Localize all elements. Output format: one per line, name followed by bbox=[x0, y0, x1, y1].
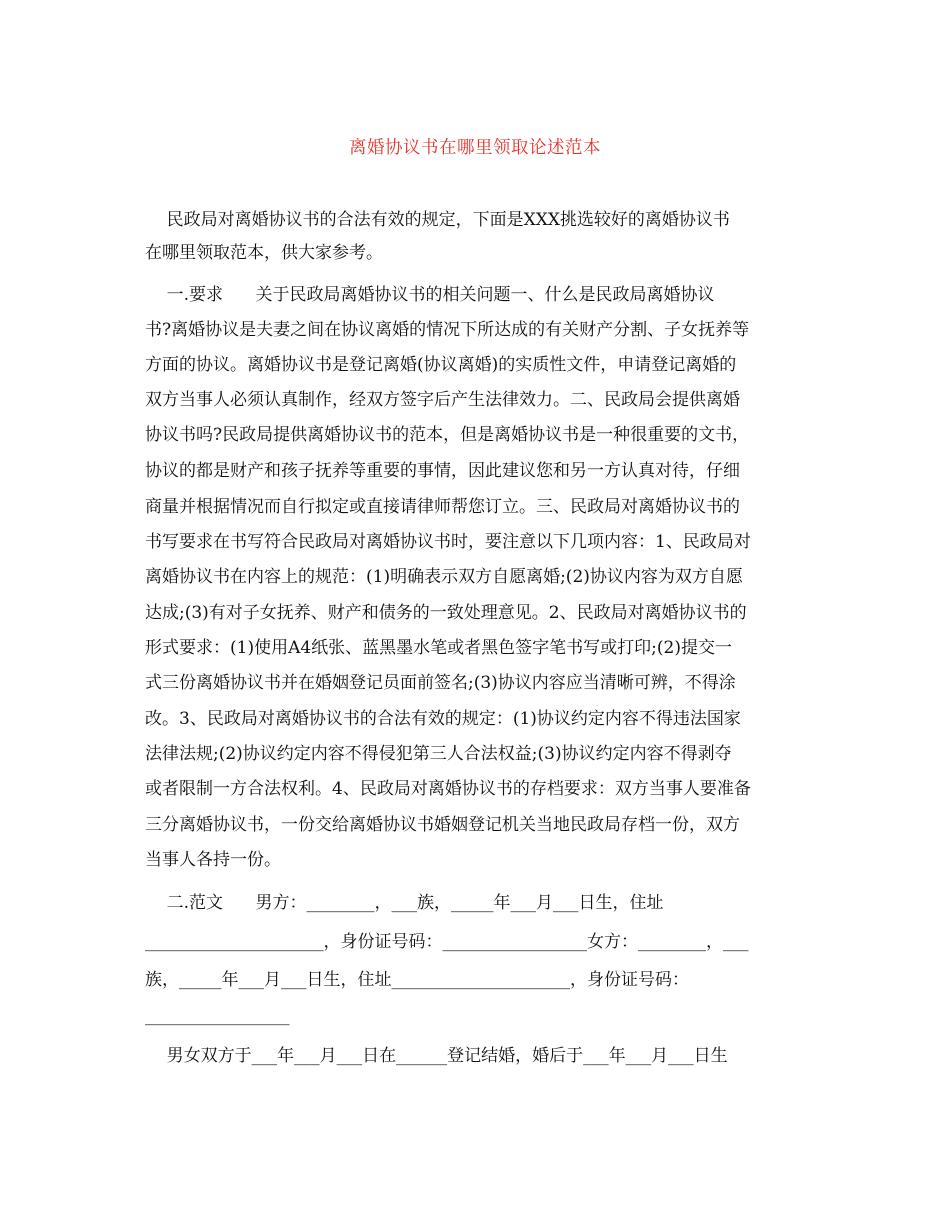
body-line: 民政局对离婚协议书的合法有效的规定，下面是XXX挑选较好的离婚协议书 bbox=[145, 210, 730, 230]
body-line: 双方当事人必须认真制作，经双方签字后产生法律效力。二、民政局会提供离婚 bbox=[145, 390, 740, 410]
body-line: 三分离婚协议书，一份交给离婚协议书婚姻登记机关当地民政局存档一份，双方 bbox=[145, 815, 740, 835]
document-title: 离婚协议书在哪里领取论述范本 bbox=[349, 138, 601, 158]
body-line: 改。3、民政局对离婚协议书的合法有效的规定：(1)协议约定内容不得违法国家 bbox=[145, 709, 741, 729]
body-line: 书写要求在书写符合民政局对离婚协议书时，要注意以下几项内容：1、民政局对 bbox=[145, 532, 751, 552]
body-line: 男女双方于___年___月___日在______登记结婚，婚后于___年___月___日生 bbox=[145, 1046, 728, 1066]
body-line: 形式要求：(1)使用A4纸张、蓝黑墨水笔或者黑色签字笔书写或打印;(2)提交一 bbox=[145, 638, 732, 658]
body-line: 或者限制一方合法权利。4、民政局对离婚协议书的存档要求：双方当事人要准备 bbox=[145, 779, 751, 799]
body-line: 法律法规;(2)协议约定内容不得侵犯第三人合法权益;(3)协议约定内容不得剥夺 bbox=[145, 744, 732, 764]
body-line: 方面的协议。离婚协议书是登记离婚(协议离婚)的实质性文件，申请登记离婚的 bbox=[145, 355, 737, 375]
body-line: 一.要求 关于民政局离婚协议书的相关问题一、什么是民政局离婚协议 bbox=[145, 285, 715, 305]
body-line: 离婚协议书在内容上的规范：(1)明确表示双方自愿离婚;(2)协议内容为双方自愿 bbox=[145, 567, 743, 587]
body-line: 式三份离婚协议书并在婚姻登记员面前签名;(3)协议内容应当清晰可辨，不得涂 bbox=[145, 673, 736, 693]
body-line: 协议的都是财产和孩子抚养等重要的事情，因此建议您和另一方认真对待，仔细 bbox=[145, 461, 740, 481]
body-line: 达成;(3)有对子女抚养、财产和债务的一致处理意见。2、民政局对离婚协议书的 bbox=[145, 603, 747, 623]
body-line: 族，_____年___月___日生，住址_____________________，身份证号码： bbox=[145, 970, 689, 990]
body-line: 书?离婚协议是夫妻之间在协议离婚的情况下所达成的有关财产分割、子女抚养等 bbox=[145, 320, 750, 340]
body-line: 商量并根据情况而自行拟定或直接请律师帮您订立。三、民政局对离婚协议书的 bbox=[145, 497, 740, 517]
body-line: 协议书吗?民政局提供离婚协议书的范本，但是离婚协议书是一种很重要的文书， bbox=[145, 425, 750, 445]
body-line: 二.范文 男方：________，___族，_____年___月___日生，住址 bbox=[145, 893, 664, 913]
body-line: _________________ bbox=[145, 1006, 290, 1026]
body-line: 在哪里领取范本，供大家参考。 bbox=[145, 243, 383, 263]
body-line: 当事人各持一份。 bbox=[145, 850, 281, 870]
body-line: _____________________，身份证号码：_________________女方：________，___ bbox=[145, 932, 749, 952]
